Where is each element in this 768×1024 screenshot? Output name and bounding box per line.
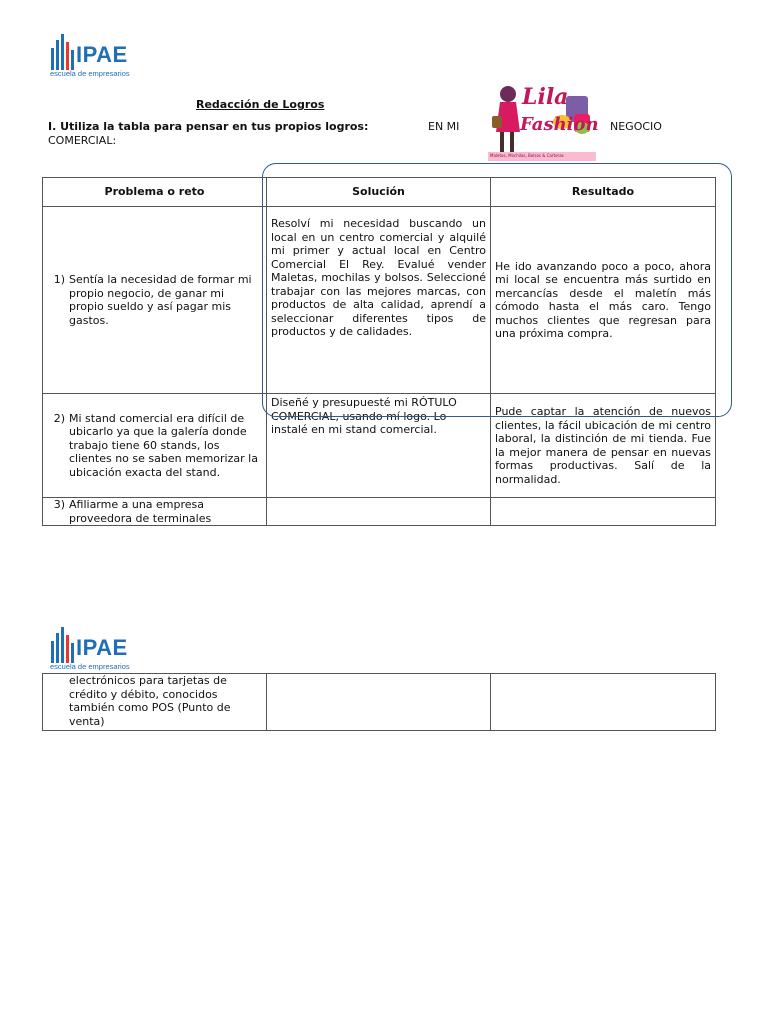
ipae-logo-icon	[50, 627, 78, 663]
comercial-text: COMERCIAL:	[48, 134, 117, 147]
fashion-text: Fashion	[520, 114, 599, 135]
problema-cell	[43, 394, 267, 498]
ipae-logo-tagline: escuela de empresarios	[50, 69, 130, 78]
negocio-text: NEGOCIO	[610, 120, 662, 133]
row-number: 1)	[53, 273, 65, 286]
ipae-logo-text: IPAE	[76, 42, 128, 67]
table-row	[43, 498, 716, 526]
ipae-logo	[48, 627, 148, 675]
lila-fashion-logo	[486, 80, 598, 162]
header-resultado: Resultado	[491, 178, 716, 207]
resultado-cell	[491, 674, 716, 731]
header-solucion: Solución	[267, 178, 491, 207]
problema-cell	[43, 498, 267, 526]
ipae-logo-text: IPAE	[76, 635, 128, 660]
ipae-logo-tagline: escuela de empresarios	[50, 662, 130, 671]
resultado-cell	[491, 498, 716, 526]
instruction-text: I. Utiliza la tabla para pensar en tus propios logros:	[48, 120, 369, 133]
problema-cell	[43, 674, 267, 731]
problema-text: Mi stand comercial era difícil de ubicarlo ya que la galería donde trabajo tiene 60 stands, los clientes no se saben memorizar la ubicación exacta del stand.	[69, 411, 258, 479]
en-mi-text: EN MI	[428, 120, 460, 133]
lila-caption: Maletas, Mochilas, Bolsos & Carteras	[490, 153, 564, 158]
page-title: Redacción de Logros	[196, 98, 325, 111]
problema-text: Sentía la necesidad de formar mi propio negocio, de ganar mi propio sueldo y así pagar mis gastos.	[69, 273, 252, 327]
resultado-cell: He ido avanzando poco a poco, ahora mi local se encuentra más surtido en mercancías desde el maletín más cómodo hasta el más caro. Tengo muchos clientes que regresan para una próxima compra.	[491, 207, 716, 394]
solucion-cell: Resolví mi necesidad buscando un local en un centro comercial y alquilé mi primer y actual local en Centro Comercial El Rey. Evalué vender Maletas, mochilas y bolsos. Seleccioné trabajar con las mejores marcas, con productos de alta calidad, aprendí a seleccionar diferentes tipos de productos y de calidades.	[267, 207, 491, 394]
header-problema: Problema o reto	[43, 178, 267, 207]
logros-table-continuation	[42, 673, 716, 731]
lila-text: Lila	[522, 84, 569, 110]
problema-text: Afiliarme a una empresa proveedora de terminales	[69, 498, 212, 525]
ipae-logo	[48, 34, 148, 82]
row-number: 2)	[53, 411, 65, 425]
solucion-cell	[267, 498, 491, 526]
highlight-box	[262, 163, 732, 417]
table-row	[43, 674, 716, 731]
resultado-cell: Pude captar la atención de nuevos clientes, la fácil ubicación de mi centro laboral, la distinción de mi tienda. Fue la mejor manera de pensar en nuevas formas productivas. Salí de la normalidad.	[491, 394, 716, 498]
row-number: 3)	[53, 498, 65, 511]
solucion-cell: Diseñé y presupuesté mi RÓTULO COMERCIAL, usando mí logo. Lo instalé en mi stand comercial.	[267, 394, 491, 498]
problema-text: electrónicos para tarjetas de crédito y débito, conocidos también como POS (Punto de venta)	[69, 674, 231, 728]
solucion-cell	[267, 674, 491, 731]
ipae-logo-icon	[50, 34, 78, 70]
problema-cell	[43, 207, 267, 394]
